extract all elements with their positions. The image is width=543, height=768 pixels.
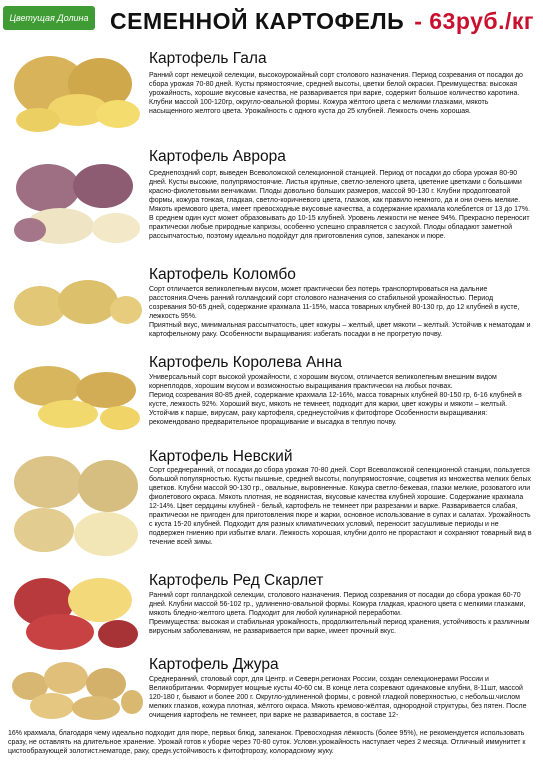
variety-colombo (0, 262, 543, 350)
potato-red-scarlett-image (8, 572, 143, 652)
variety-name: Картофель Ред Скарлет (149, 572, 324, 589)
page-title (110, 8, 534, 35)
variety-description: Ранний сорт голландской селекции, столового назначения. Период созревания от посадки до сбора урожая 60-70 дней. Клубни массой 56-102 гр., удлиненно-овальной формы. Кожура гладкая, красного цвета с мелкими глазками, мякоть бледно-желтого цвета. Подходит для любой кулинарной переработки. Преимущества: высокая и стабильная урожайность, продолжительный период хранения, устойчивость к различным вирусным заболеваниям, не разваривается при варке, имеет прочный вкус. (149, 592, 530, 635)
potato-dzhura-image (8, 656, 143, 722)
variety-red-scarlett (0, 568, 543, 654)
variety-description-continued: 16% крахмала, благодаря чему идеально подходит для пюре, первых блюд, запеканок. Превосходная лёжкость (более 95%), не рекомендуется использовать сразу, не оставлять на длительное хранение. Урожай готов к уборке через 70-80 суток. Условн.урожайность наступает через 2 месяца. Отличный иммунитет к цистообразующей золотист.нематоде, раку, средн.устойчивость к фитофторозу, колорадскому жуку. (8, 730, 526, 755)
variety-dzhura (0, 654, 543, 768)
variety-name: Картофель Джура (149, 656, 279, 673)
variety-description: Среднепоздний сорт, выведен Всеволожской селекционной станцией. Период от посадки до сбора урожая 80-90 дней. Кусты высокие, полупрямостоячие. Листья крупные, светло-зеленого цвета, цветение цветками с большими красно-фиолетовыми венчиками. Плоды довольно больших размеров, массой 90-130 г. Клубни продолговатой формы, кожура тонкая, гладкая, светло-коричневого цвета, глазков, как правило немного, да и они очень мелкие. Мякоть кремового цвета, имеет превосходные вкусовые качества, а содержание крахмала колеблется от 13 до 17%. В среднем один куст может образовывать до 10-15 клубней. Уровень лежкости не менее 94%. Прекрасно переносит практически любые природные капризы, особенно успешно справляется с засухой. Плоды обладают заметной рассыпчатостью, поэтому идеально подойдут для приготовления супов, запеканок и пюре. (149, 170, 531, 240)
potato-gala-image (8, 48, 143, 138)
variety-name: Картофель Королева Анна (149, 354, 343, 371)
title-text: СЕМЕННОЙ КАРТОФЕЛЬ (110, 8, 405, 34)
variety-description: Универсальный сорт высокой урожайности, с хорошим вкусом, отличается великолепным внешним видом корнеплодов, хорошим вкусом и возможностью выращивания практически на любых почвах. Период созревания 80-85 дней, содержание крахмала 12-16%, масса товарных клубней 80-150 гр, 6-16 клубней в кусте, лежкость 92%. Хороший вкус, мякоть не темнеет, подходит для жарки, цвет кожуры и мякоти – желтый. Устойчив к парше, вирусам, раку картофеля, среднеустойчив к фитофторе Особенности выращивания: рекомендовано предварительное проращивание и высадка в теплую почву. (149, 374, 522, 426)
variety-nevsky (0, 442, 543, 568)
variety-name: Картофель Аврора (149, 148, 286, 165)
page-header (0, 0, 543, 44)
variety-name: Картофель Невский (149, 448, 293, 465)
variety-aurora (0, 142, 543, 262)
brand-logo: Цветущая Долина (3, 6, 95, 30)
variety-gala (0, 44, 543, 142)
potato-queen-anna-image (8, 356, 143, 436)
variety-description: Ранний сорт немецкой селекции, высокоурожайный сорт столового назначения. Период созревания от посадки до сбора урожая 70-80 дней. Кусты прямостоячие, средней высоты, цветки белой окраски. Преимущества: высокая урожайность, хорошие вкусовые качества, не разваривается при варке, содержит большое количество каротина. Клубни массой 100-120гр, округло-овальной формы. Кожура жёлтого цвета с мелкими глазками, мякоть насыщенного желтого цвета. Урожайность с одного куста до 25 клубней. Лежкость очень хорошая. (149, 72, 523, 115)
potato-colombo-image (8, 270, 143, 342)
variety-name: Картофель Гала (149, 50, 267, 67)
potato-aurora-image (8, 150, 143, 250)
variety-description: Среднеранний, столовый сорт, для Центр. и Северн.регионах России, создан селекционерами России и Великобритании. Формирует мощные кусты 40-60 см. В конце лета созревают одинаковые клубни, 8-11шт, массой 120-180 г, бывают и более 200 г. Округло-удлиненной формы, с ровной гладкой поверхностью, с небольш.числом мелких глазков, кожура плотная, жёлтого окраса. Мякоть кремово-жёлтая, однородной структуры, без пятен. После очищения картофель не темнеет, при варке не разваривается, в составе 12- (149, 676, 527, 719)
variety-description: Сорт отличается великолепным вкусом, может практически без потерь транспортироваться на дальние расстояния.Очень ранний голландский сорт столового назначения со стабильной урожайностью. Период созревания 50-65 дней, содержание крахмала 11-15%, масса товарных клубней 80-130 гр, до 12 клубней в кусте, лежкость 95%. Приятный вкус, минимальная рассыпчатость, цвет кожуры – желтый, цвет мякоти – желтый. Устойчив к нематодам и картофельному раку. Особенности выращивания: избегать посадки в не прогретую почву. (149, 286, 531, 338)
variety-queen-anna (0, 350, 543, 442)
variety-name: Картофель Коломбо (149, 266, 296, 283)
potato-nevsky-image (8, 448, 143, 560)
variety-description: Сорт среднеранний, от посадки до сбора урожая 70-80 дней. Сорт Всеволожской селекционной станции, пользуется большой популярностью. Кусты пышные, средней высоты, полупрямостоячие, соцветия из множества мелких белых цветков. Клубни массой 90-130 гр., овальные, выровненные. Кожура светло-бежевая, глазки мелкие, розоватого или фиолетового окраса. Мякоть плотная, не водянистая, вкусовые качества клубней хорошие. Содержание крахмала 12-14%. Цвет сердцины клубней - белый, картофель не темнеет при разрезании и варке. Разваривается слабая, практически не пригоден для приготовления пюре и жарки, основное использование в супах и салатах. Урожайность с куста 15-20 клубней. Подходит для разных климатических условий, переносит засушливые периоды и не подвержен гниению при избытке влаги. Лежкость хорошая, клубни долго не прорастают и сохраняют товарный вид в течение всей зимы. (149, 467, 532, 546)
price-label: - 63руб./кг (414, 8, 534, 34)
